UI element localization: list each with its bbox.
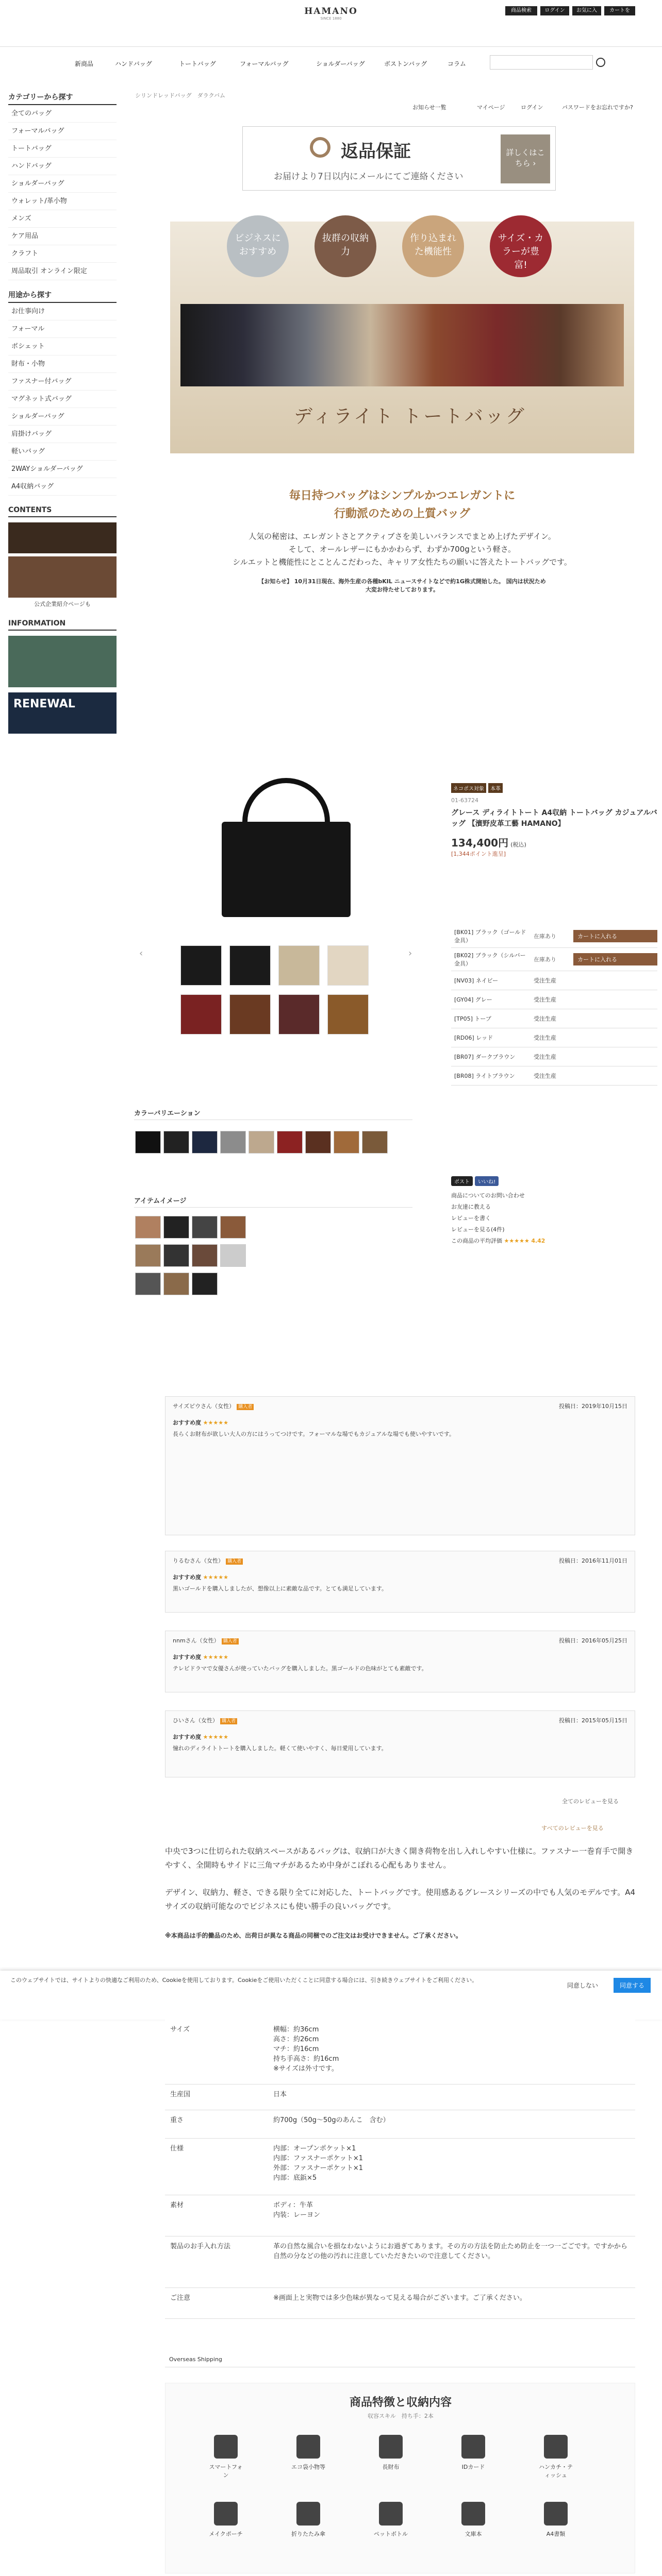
- social-post-button[interactable]: ポスト: [451, 1176, 473, 1186]
- feature-label: ペットボトル: [374, 2531, 408, 2537]
- subnav-login[interactable]: ログイン: [521, 104, 543, 111]
- brand-sub: SINCE 1880: [320, 16, 342, 21]
- spec-value: 約700g（50g〜50gのあんこ 含む）: [268, 2110, 635, 2138]
- feature-label: 長財布: [382, 2464, 400, 2470]
- spec-key: 素材: [165, 2195, 268, 2236]
- sidebar-category-title: カテゴリーから探す: [8, 92, 117, 105]
- cookie-decline-button[interactable]: 同意しない: [567, 1982, 599, 1989]
- id-card-icon: [461, 2435, 485, 2459]
- item-thumb-0[interactable]: [135, 1216, 161, 1239]
- gallery-next-arrow[interactable]: ›: [408, 948, 412, 959]
- rating-label: この商品の平均評価: [451, 1238, 502, 1244]
- review-text: テレビドラマで女優さんが使っていたバッグを購入しました。黒ゴールドの色味がとても素敵です。: [173, 1665, 427, 1672]
- feature-book: [454, 2502, 492, 2538]
- sidebar-cat-5[interactable]: ウォレット/革小物: [8, 193, 117, 210]
- nav-search-box[interactable]: [490, 55, 593, 70]
- variant-stock: 受注生産: [534, 977, 556, 984]
- spec-value: 内部：オープンポケット×1 内部：ファスナーポケット×1 外部：ファスナーポケット×1 内部：底鋲×5: [268, 2138, 635, 2195]
- lead-p3: シルエットと機能性にとことんこだわった、キャリア女性たちの願いに答えたトートバッグです。: [233, 557, 572, 567]
- variant-row: [451, 971, 657, 990]
- top-link-cart[interactable]: カートを見る: [604, 6, 635, 15]
- thumb-4[interactable]: [180, 994, 222, 1035]
- header: [0, 0, 662, 49]
- hero-bags: [180, 304, 624, 386]
- hero-bubble-3: サイズ・カラーが豊富!: [490, 215, 552, 277]
- shipping-bar[interactable]: Overseas Shipping: [165, 2352, 635, 2367]
- variant-stock: 在庫あり: [534, 956, 556, 963]
- review-author: nnmさん（女性）: [173, 1637, 220, 1644]
- spec-value: 革の自然な風合いを損なわないようにお過ぎてあります。その方の方法を防止ため防止を一つ一ごごです。ですかから自然の分などの他の汚れに注意していただきたいので注意してください。: [268, 2236, 635, 2287]
- feature-label: 折りたたみ傘: [291, 2531, 325, 2537]
- contents-caption: 公式企業紹介ページも: [34, 601, 91, 607]
- hero-title: ディライト トートバッグ: [294, 406, 526, 427]
- spec-row: [165, 2020, 635, 2084]
- desc-p2: デザイン、収納力、軽さ、できる限り全てに対応した、トートバッグです。使用感あるグレースシリーズの中でも人気のモデルです。A4サイズの収納可能なのでビジネスにも使い勝手の良いバッグです。: [165, 1888, 636, 1911]
- sidebar-use-9[interactable]: 2WAYショルダーバッグ: [8, 461, 117, 478]
- review-text: 憧れのディライトトートを購入しました。軽くて使いやすく、毎日愛用しています。: [173, 1745, 387, 1752]
- sidebar-cat-3[interactable]: ハンドバッグ: [8, 158, 117, 175]
- feature-label: ハンカチ・ティッシュ: [539, 2464, 573, 2479]
- review-title: おすすめ度: [173, 1419, 202, 1426]
- desc-note: ※本商品は手的働品のため、出荷日が異なる商品の同梱でのご注文はお受けできません。ご了承ください。: [165, 1932, 462, 1939]
- feature-label: A4書類: [546, 2531, 566, 2537]
- link-write-review[interactable]: レビューを書く: [451, 1215, 491, 1222]
- review-date: 投稿日：2016年05月25日: [559, 1637, 627, 1644]
- variant-stock: 受注生産: [534, 1035, 556, 1041]
- sidebar-use-2[interactable]: ボシェット: [8, 338, 117, 355]
- top-link-login[interactable]: ログイン: [540, 6, 569, 15]
- review-text: 黒いゴールドを購入しましたが、想像以上に素敵な品です。とても満足しています。: [173, 1585, 388, 1592]
- lead-p2: そして、オールレザーにもかかわらず、わずか700gという軽さ。: [288, 545, 516, 554]
- variant-label: [BK02] ブラック（シルバー 金具）: [454, 952, 526, 967]
- cookie-accept-button[interactable]: 同意する: [614, 1978, 651, 1993]
- variant-row: [451, 1009, 657, 1028]
- lead-heading-2: 行動派のための上質バッグ: [334, 507, 470, 520]
- variant-stock: 受注生産: [534, 1015, 556, 1022]
- breadcrumb: シリンドレッドバッグ ダラクバム: [135, 92, 226, 99]
- review-badge: 購入者: [226, 1558, 243, 1565]
- item-thumb-8[interactable]: [135, 1273, 161, 1295]
- color-variation-title: カラーバリエーション: [134, 1108, 412, 1120]
- spec-row: [165, 2110, 635, 2138]
- link-inquiry[interactable]: 商品についてのお問い合わせ: [451, 1192, 525, 1199]
- review-title: おすすめ度: [173, 1734, 202, 1740]
- sidebar-cat-0[interactable]: 全てのバッグ: [8, 105, 117, 123]
- sidebar-cat-4[interactable]: ショルダーバッグ: [8, 175, 117, 193]
- feature-a4-document: [537, 2502, 575, 2538]
- variant-row: [451, 1047, 657, 1066]
- variant-stock: 受注生産: [534, 1054, 556, 1060]
- variants-table: [451, 925, 657, 1086]
- color-thumb-0[interactable]: [135, 1131, 161, 1154]
- handkerchief-icon: [544, 2435, 568, 2459]
- sidebar-cat-2[interactable]: トートバッグ: [8, 140, 117, 158]
- sidebar-use-4[interactable]: ファスナー付バッグ: [8, 373, 117, 391]
- rating-stars: ★★★★★: [504, 1238, 529, 1244]
- return-banner[interactable]: [242, 126, 556, 191]
- book-icon: [461, 2502, 485, 2526]
- spec-key: 製品のお手入れ方法: [165, 2236, 268, 2287]
- sidebar-cat-9[interactable]: 周品取引 オンライン限定: [8, 263, 117, 280]
- product-info: [451, 783, 657, 858]
- sidebar-use-5[interactable]: マグネット式バッグ: [8, 391, 117, 408]
- variant-label: [BR07] ダークブラウン: [454, 1054, 516, 1060]
- review-stars: ★★★★★: [203, 1734, 228, 1740]
- review-author: サイズピウさん（女性）: [173, 1403, 235, 1410]
- item-thumb-10[interactable]: [192, 1273, 218, 1295]
- review-more-link[interactable]: 全てのレビューを見る: [562, 1798, 619, 1805]
- add-to-cart-button[interactable]: カートに入れる: [573, 930, 657, 942]
- top-link-favorites[interactable]: お気に入り: [572, 6, 601, 15]
- variant-label: [NV03] ネイビー: [454, 977, 499, 984]
- color-thumb-2[interactable]: [192, 1131, 218, 1154]
- return-side[interactable]: 詳しくはこちら ›: [501, 134, 550, 183]
- spec-value: 日本: [268, 2084, 635, 2110]
- feature-id-card: [454, 2435, 492, 2471]
- thumb-6[interactable]: [278, 994, 320, 1035]
- item-thumb-2[interactable]: [192, 1216, 218, 1239]
- pouch-icon: [214, 2502, 238, 2526]
- bag-handle: [242, 778, 330, 824]
- review-item: [165, 1710, 635, 1777]
- review-item: [165, 1396, 635, 1535]
- hero-bubble-2: 作り込まれた機能性: [402, 215, 464, 277]
- feature-eco-bag: [289, 2435, 327, 2471]
- feature-handkerchief: [537, 2435, 575, 2479]
- top-link-search[interactable]: 商品検索: [505, 6, 537, 15]
- renewal-text: RENEWAL: [13, 698, 75, 710]
- feature-label: 文庫本: [465, 2531, 482, 2537]
- contents-banner-1[interactable]: [8, 522, 117, 553]
- gallery-prev-arrow[interactable]: ‹: [139, 948, 143, 959]
- spec-key: ご注意: [165, 2287, 268, 2318]
- feature-smartphone: [207, 2435, 245, 2479]
- review-all-link[interactable]: すべてのレビューを見る: [541, 1825, 604, 1832]
- variant-row: [451, 925, 657, 948]
- header-divider: [0, 46, 662, 47]
- return-sub: お届けより7日以内にメールにてご連絡ください: [274, 172, 464, 182]
- thumb-5[interactable]: [229, 994, 271, 1035]
- color-thumb-4[interactable]: [249, 1131, 274, 1154]
- hero-bubble-0: ビジネスにおすすめ: [227, 215, 289, 277]
- features-title: 商品特徴と収納内容: [349, 2396, 452, 2409]
- color-thumb-1[interactable]: [163, 1131, 189, 1154]
- umbrella-icon: [296, 2502, 320, 2526]
- feature-umbrella: [289, 2502, 327, 2538]
- spec-row: [165, 2236, 635, 2287]
- review-item: [165, 1551, 635, 1613]
- spec-row: [165, 2084, 635, 2110]
- add-to-cart-button[interactable]: カートに入れる: [573, 953, 657, 965]
- link-tell-friend[interactable]: お友達に教える: [451, 1204, 491, 1210]
- cookie-bar: [0, 1971, 662, 2020]
- variant-stock: 在庫あり: [534, 933, 556, 940]
- color-thumb-7[interactable]: [334, 1131, 359, 1154]
- spec-value: ボディ：牛革 内装：レーヨン: [268, 2195, 635, 2236]
- spec-key: 仕様: [165, 2138, 268, 2195]
- product-name: グレース ディライトトート A4収納 トートバッグ カジュアルバッグ 【濱野皮革工藝 HAMANO】: [451, 809, 657, 828]
- info-banner-renewal[interactable]: [8, 692, 117, 734]
- review-author: ひいさん（女性）: [173, 1717, 218, 1724]
- review-badge: 購入者: [220, 1718, 237, 1724]
- smartphone-icon: [214, 2435, 238, 2459]
- brand-logo[interactable]: [294, 6, 368, 21]
- eco-bag-icon: [296, 2435, 320, 2459]
- color-thumb-8[interactable]: [362, 1131, 388, 1154]
- item-thumb-1[interactable]: [163, 1216, 189, 1239]
- sidebar-use-8[interactable]: 軽いバッグ: [8, 443, 117, 461]
- spec-key: サイズ: [165, 2020, 268, 2084]
- review-badge: 購入者: [237, 1404, 254, 1410]
- feature-makeup-pouch: [207, 2502, 245, 2538]
- brand-name: HAMANO: [304, 6, 358, 16]
- features-box: [165, 2383, 635, 2573]
- thumb-0[interactable]: [180, 945, 222, 986]
- nav-column[interactable]: コラム: [448, 60, 466, 67]
- sidebar-use-10[interactable]: A4収納バッグ: [8, 478, 117, 496]
- sidebar: [8, 92, 117, 734]
- product-price: 134,400円: [451, 837, 509, 849]
- review-date: 投稿日：2019年10月15日: [559, 1403, 627, 1410]
- review-text: 長らくお財布が欲しい大人の方にはうってつけです。フォーマルな場でもカジュアルな場でも使いやすいです。: [173, 1431, 455, 1437]
- product-main-image[interactable]: [170, 773, 402, 922]
- review-title: おすすめ度: [173, 1574, 202, 1581]
- review-stars: ★★★★★: [203, 1654, 228, 1660]
- social-row: [451, 1176, 499, 1186]
- sidebar-cat-8[interactable]: クラフト: [8, 245, 117, 263]
- spec-table: [165, 2020, 635, 2319]
- item-thumb-6[interactable]: [192, 1244, 218, 1267]
- thumb-1[interactable]: [229, 945, 271, 986]
- item-thumb-7[interactable]: [220, 1244, 246, 1267]
- variant-row: [451, 948, 657, 971]
- variant-stock: 受注生産: [534, 1073, 556, 1079]
- lead-heading-1: 毎日持つバッグはシンプルかつエレガントに: [289, 489, 516, 502]
- variant-label: [GY04] グレー: [454, 996, 492, 1003]
- spec-value: ※画面上と実物では多少色味が異なって見える場合がございます。ご了承ください。: [268, 2287, 635, 2318]
- search-icon[interactable]: [596, 58, 605, 67]
- bag-body: [222, 822, 351, 917]
- feature-label: スマートフォン: [209, 2464, 243, 2479]
- item-thumb-4[interactable]: [135, 1244, 161, 1267]
- cookie-text: このウェブサイトでは、サイトよりの快適なご利用のため、Cookieを使用しております。Cookieをご使用いただくことに同意する場合には、引き続きウェブサイトをご利用ください。: [10, 1977, 478, 1984]
- sidebar-cat-7[interactable]: ケア用品: [8, 228, 117, 245]
- document-icon: [544, 2502, 568, 2526]
- return-title: 返品保証: [341, 141, 411, 162]
- variant-label: [RD06] レッド: [454, 1035, 493, 1041]
- info-banner-1[interactable]: [8, 636, 117, 687]
- review-item: [165, 1631, 635, 1692]
- product-tax: (税込): [510, 841, 526, 848]
- spec-key: 重さ: [165, 2110, 268, 2138]
- color-thumb-3[interactable]: [220, 1131, 246, 1154]
- lead-note: 【お知らせ】 10月31日現在、海外生産の各種bKIL ニュースサイトなどで約1G株式開始した。 国内は状況ため大変お待たせしております。: [258, 578, 546, 593]
- bottle-icon: [379, 2502, 403, 2526]
- spec-row: [165, 2195, 635, 2236]
- subnav-forgot[interactable]: パスワードをお忘れですか?: [562, 104, 633, 111]
- link-view-reviews[interactable]: レビューを見る(4件): [451, 1226, 505, 1233]
- nav-shoulder[interactable]: ショルダーバッグ: [316, 60, 365, 67]
- return-arrows-icon: [310, 137, 330, 158]
- sidebar-use-0[interactable]: お仕事向け: [8, 303, 117, 320]
- rating-value: 4.42: [531, 1238, 545, 1244]
- sidebar-use-1[interactable]: フォーマル: [8, 320, 117, 338]
- subnav-mypage[interactable]: マイページ: [477, 104, 505, 111]
- sidebar-cat-6[interactable]: メンズ: [8, 210, 117, 228]
- item-thumb-9[interactable]: [163, 1273, 189, 1295]
- sidebar-use-3[interactable]: 財布・小物: [8, 355, 117, 373]
- variant-label: [TP05] トープ: [454, 1015, 491, 1022]
- item-thumb-5[interactable]: [163, 1244, 189, 1267]
- review-title: おすすめ度: [173, 1654, 202, 1660]
- hero-image: [170, 222, 634, 453]
- spec-value: 横幅：約36cm 高さ：約26cm マチ：約16cm 持ち手高さ：約16cm ※サイズは外寸です。: [268, 2020, 635, 2084]
- review-stars: ★★★★★: [203, 1419, 228, 1426]
- item-image-title: アイテムイメージ: [134, 1195, 412, 1208]
- thumb-2[interactable]: [278, 945, 320, 986]
- lead-p1: 人気の秘密は、エレガントさとアクティブさを美しいバランスでまとめ上げたデザイン。: [249, 532, 556, 541]
- sidebar-cat-1[interactable]: フォーマルバッグ: [8, 123, 117, 140]
- feature-label: IDカード: [461, 2464, 485, 2470]
- nav-formal[interactable]: フォーマルバッグ: [240, 60, 289, 67]
- nav-handbag[interactable]: ハンドバッグ: [115, 60, 152, 67]
- variant-label: [BR08] ライトブラウン: [454, 1073, 515, 1079]
- review-badge: 購入者: [222, 1638, 239, 1645]
- feature-bottle: [372, 2502, 410, 2538]
- color-thumb-6[interactable]: [305, 1131, 331, 1154]
- variant-row: [451, 990, 657, 1009]
- thumb-3[interactable]: [327, 945, 369, 986]
- spec-row: [165, 2287, 635, 2318]
- sidebar-use-6[interactable]: ショルダーバッグ: [8, 408, 117, 426]
- variant-label: [BK01] ブラック（ゴールド 金具）: [454, 929, 526, 944]
- variant-stock: 受注生産: [534, 996, 556, 1003]
- sidebar-use-title: 用途から探す: [8, 290, 117, 303]
- hero-bubble-1: 抜群の収納力: [315, 215, 376, 277]
- review-author: りるむさん（女性）: [173, 1557, 224, 1564]
- subnav-news[interactable]: お知らせ一覧: [412, 104, 446, 111]
- color-thumb-5[interactable]: [277, 1131, 303, 1154]
- social-like-button[interactable]: いいね!: [475, 1176, 499, 1186]
- review-stars: ★★★★★: [203, 1574, 228, 1581]
- variant-row: [451, 1066, 657, 1086]
- desc-p1: 中央で3つに仕切られた収納スペースがあるバッグは、収納口が大きく開き荷物を出し入れしやすい仕様に。ファスナー一巻育手で開きやすく、全開時もサイドに三角マチがあるため中身がこぼれる心配もありません。: [165, 1846, 634, 1870]
- product-points: [1,344ポイント進呈]: [451, 851, 506, 857]
- feature-label: エコ袋小物等: [291, 2464, 325, 2470]
- item-thumb-3[interactable]: [220, 1216, 246, 1239]
- sidebar-info-title: INFORMATION: [8, 619, 117, 631]
- spec-key: 生産国: [165, 2084, 268, 2110]
- variant-row: [451, 1028, 657, 1047]
- wallet-icon: [379, 2435, 403, 2459]
- review-date: 投稿日：2015年05月15日: [559, 1717, 627, 1724]
- product-links: [451, 1190, 545, 1247]
- item-number: 01-63724: [451, 797, 478, 804]
- review-date: 投稿日：2016年11月01日: [559, 1557, 627, 1564]
- thumb-7[interactable]: [327, 994, 369, 1035]
- badge-leather: 本革: [488, 783, 503, 793]
- nav-new[interactable]: 新商品: [75, 60, 94, 67]
- feature-long-wallet: [372, 2435, 410, 2471]
- badge-nekopos: ネコポス対象: [451, 783, 486, 793]
- sidebar-use-7[interactable]: 肩掛けバッグ: [8, 426, 117, 443]
- nav-totebag[interactable]: トートバッグ: [179, 60, 216, 67]
- sidebar-contents-title: CONTENTS: [8, 506, 117, 517]
- nav-boston[interactable]: ボストンバッグ: [384, 60, 427, 67]
- feature-label: メイクポーチ: [209, 2531, 243, 2537]
- spec-row: [165, 2138, 635, 2195]
- contents-banner-2[interactable]: [8, 556, 117, 598]
- features-sub: 収容スキル 持ち手：2本: [368, 2413, 434, 2419]
